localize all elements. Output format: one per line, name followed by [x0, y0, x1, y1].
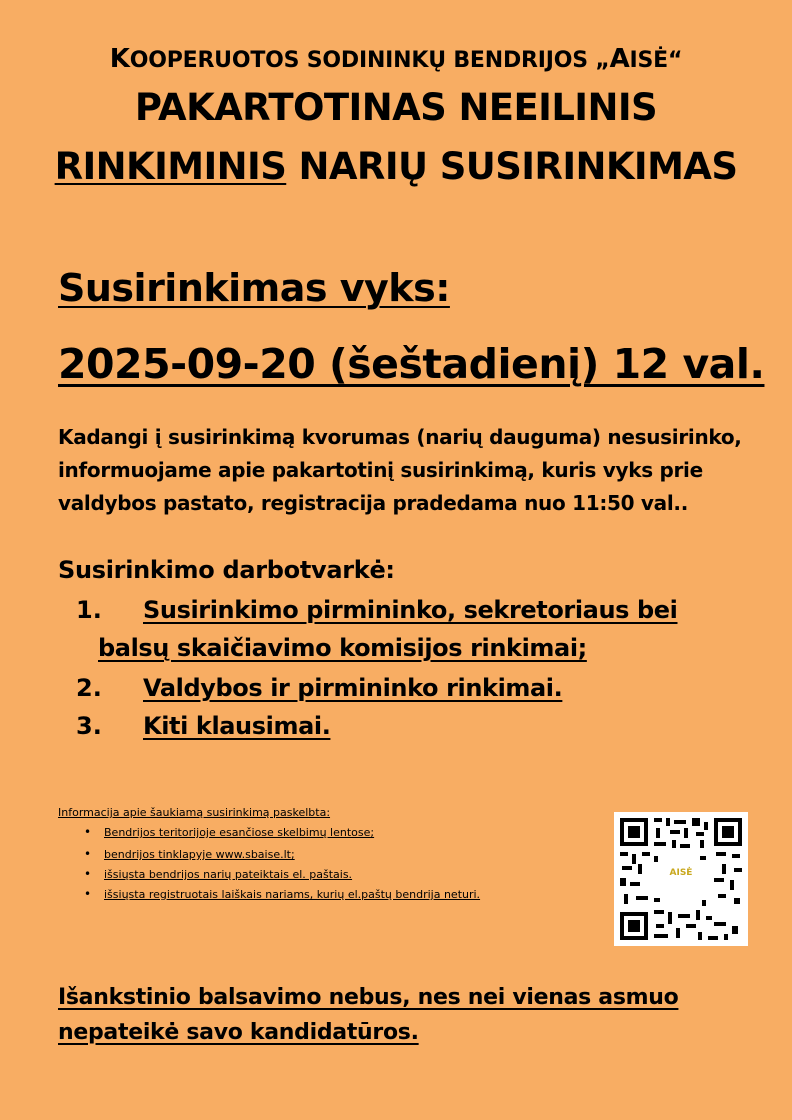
- title-line-1: PAKARTOTINAS NEEILINIS: [134, 86, 658, 129]
- title-line-2-rest: NARIŲ SUSIRINKIMAS: [286, 145, 738, 188]
- footer-line: nepateikė savo kandidatūros.: [58, 1020, 419, 1045]
- agenda-title: Susirinkimo darbotvarkė:: [58, 556, 395, 584]
- agenda-item-text: Kiti klausimai.: [143, 712, 331, 740]
- title-underlined-word: RINKIMINIS: [54, 145, 287, 188]
- qr-logo-text: AISĖ: [669, 868, 693, 878]
- info-bullet-item: Bendrijos teritorijoje esančiose skelbimų lentose;: [104, 826, 375, 839]
- title-line-2: [0, 145, 792, 188]
- organization-name: [0, 44, 792, 74]
- meeting-heading: Susirinkimas vyks:: [58, 266, 450, 310]
- org-name-rest: ISĖ“: [629, 48, 683, 73]
- info-heading: Informacija apie šaukiamą susirinkimą paskelbta:: [58, 806, 331, 819]
- bullet-icon: •: [84, 847, 92, 861]
- info-bullet-item: išsiųsta bendrijos narių pateiktais el. paštais.: [104, 868, 353, 881]
- notice-line: Kadangi į susirinkimą kvorumas (narių dauguma) nesusirinko,: [58, 425, 742, 449]
- agenda-item-text-continued: balsų skaičiavimo komisijos rinkimai;: [98, 634, 587, 662]
- qr-code-icon: [614, 812, 748, 946]
- qr-code[interactable]: [614, 812, 748, 946]
- notice-line: informuojame apie pakartotinį susirinkimą, kuris vyks prie: [58, 458, 703, 482]
- org-name-first: A: [609, 44, 630, 74]
- agenda-item-number: 1.: [76, 596, 102, 624]
- info-bullet-item: bendrijos tinklapyje www.sbaise.lt;: [104, 848, 295, 861]
- footer-note: [58, 980, 678, 1050]
- info-bullet-item: išsiųsta registruotais laiškais nariams, kurių el.paštų bendrija neturi.: [104, 888, 481, 901]
- notice-paragraph: [58, 421, 758, 520]
- notice-line: valdybos pastato, registracija pradedama nuo 11:50 val..: [58, 491, 689, 515]
- bullet-icon: •: [84, 867, 92, 881]
- meeting-datetime: 2025-09-20 (šeštadienį) 12 val.: [58, 340, 765, 388]
- agenda-item-number: 2.: [76, 674, 102, 702]
- qr-logo: [660, 868, 702, 878]
- org-rest: OOPERUOTOS SODININKŲ BENDRIJOS „: [129, 48, 610, 73]
- bullet-icon: •: [84, 887, 92, 901]
- org-first-letter: K: [109, 44, 130, 74]
- agenda-item-text: Susirinkimo pirmininko, sekretoriaus bei: [143, 596, 678, 624]
- agenda-item-text: Valdybos ir pirmininko rinkimai.: [143, 674, 563, 702]
- footer-line: Išankstinio balsavimo nebus, nes nei vienas asmuo: [58, 985, 679, 1010]
- agenda-item-number: 3.: [76, 712, 102, 740]
- bullet-icon: •: [84, 825, 92, 839]
